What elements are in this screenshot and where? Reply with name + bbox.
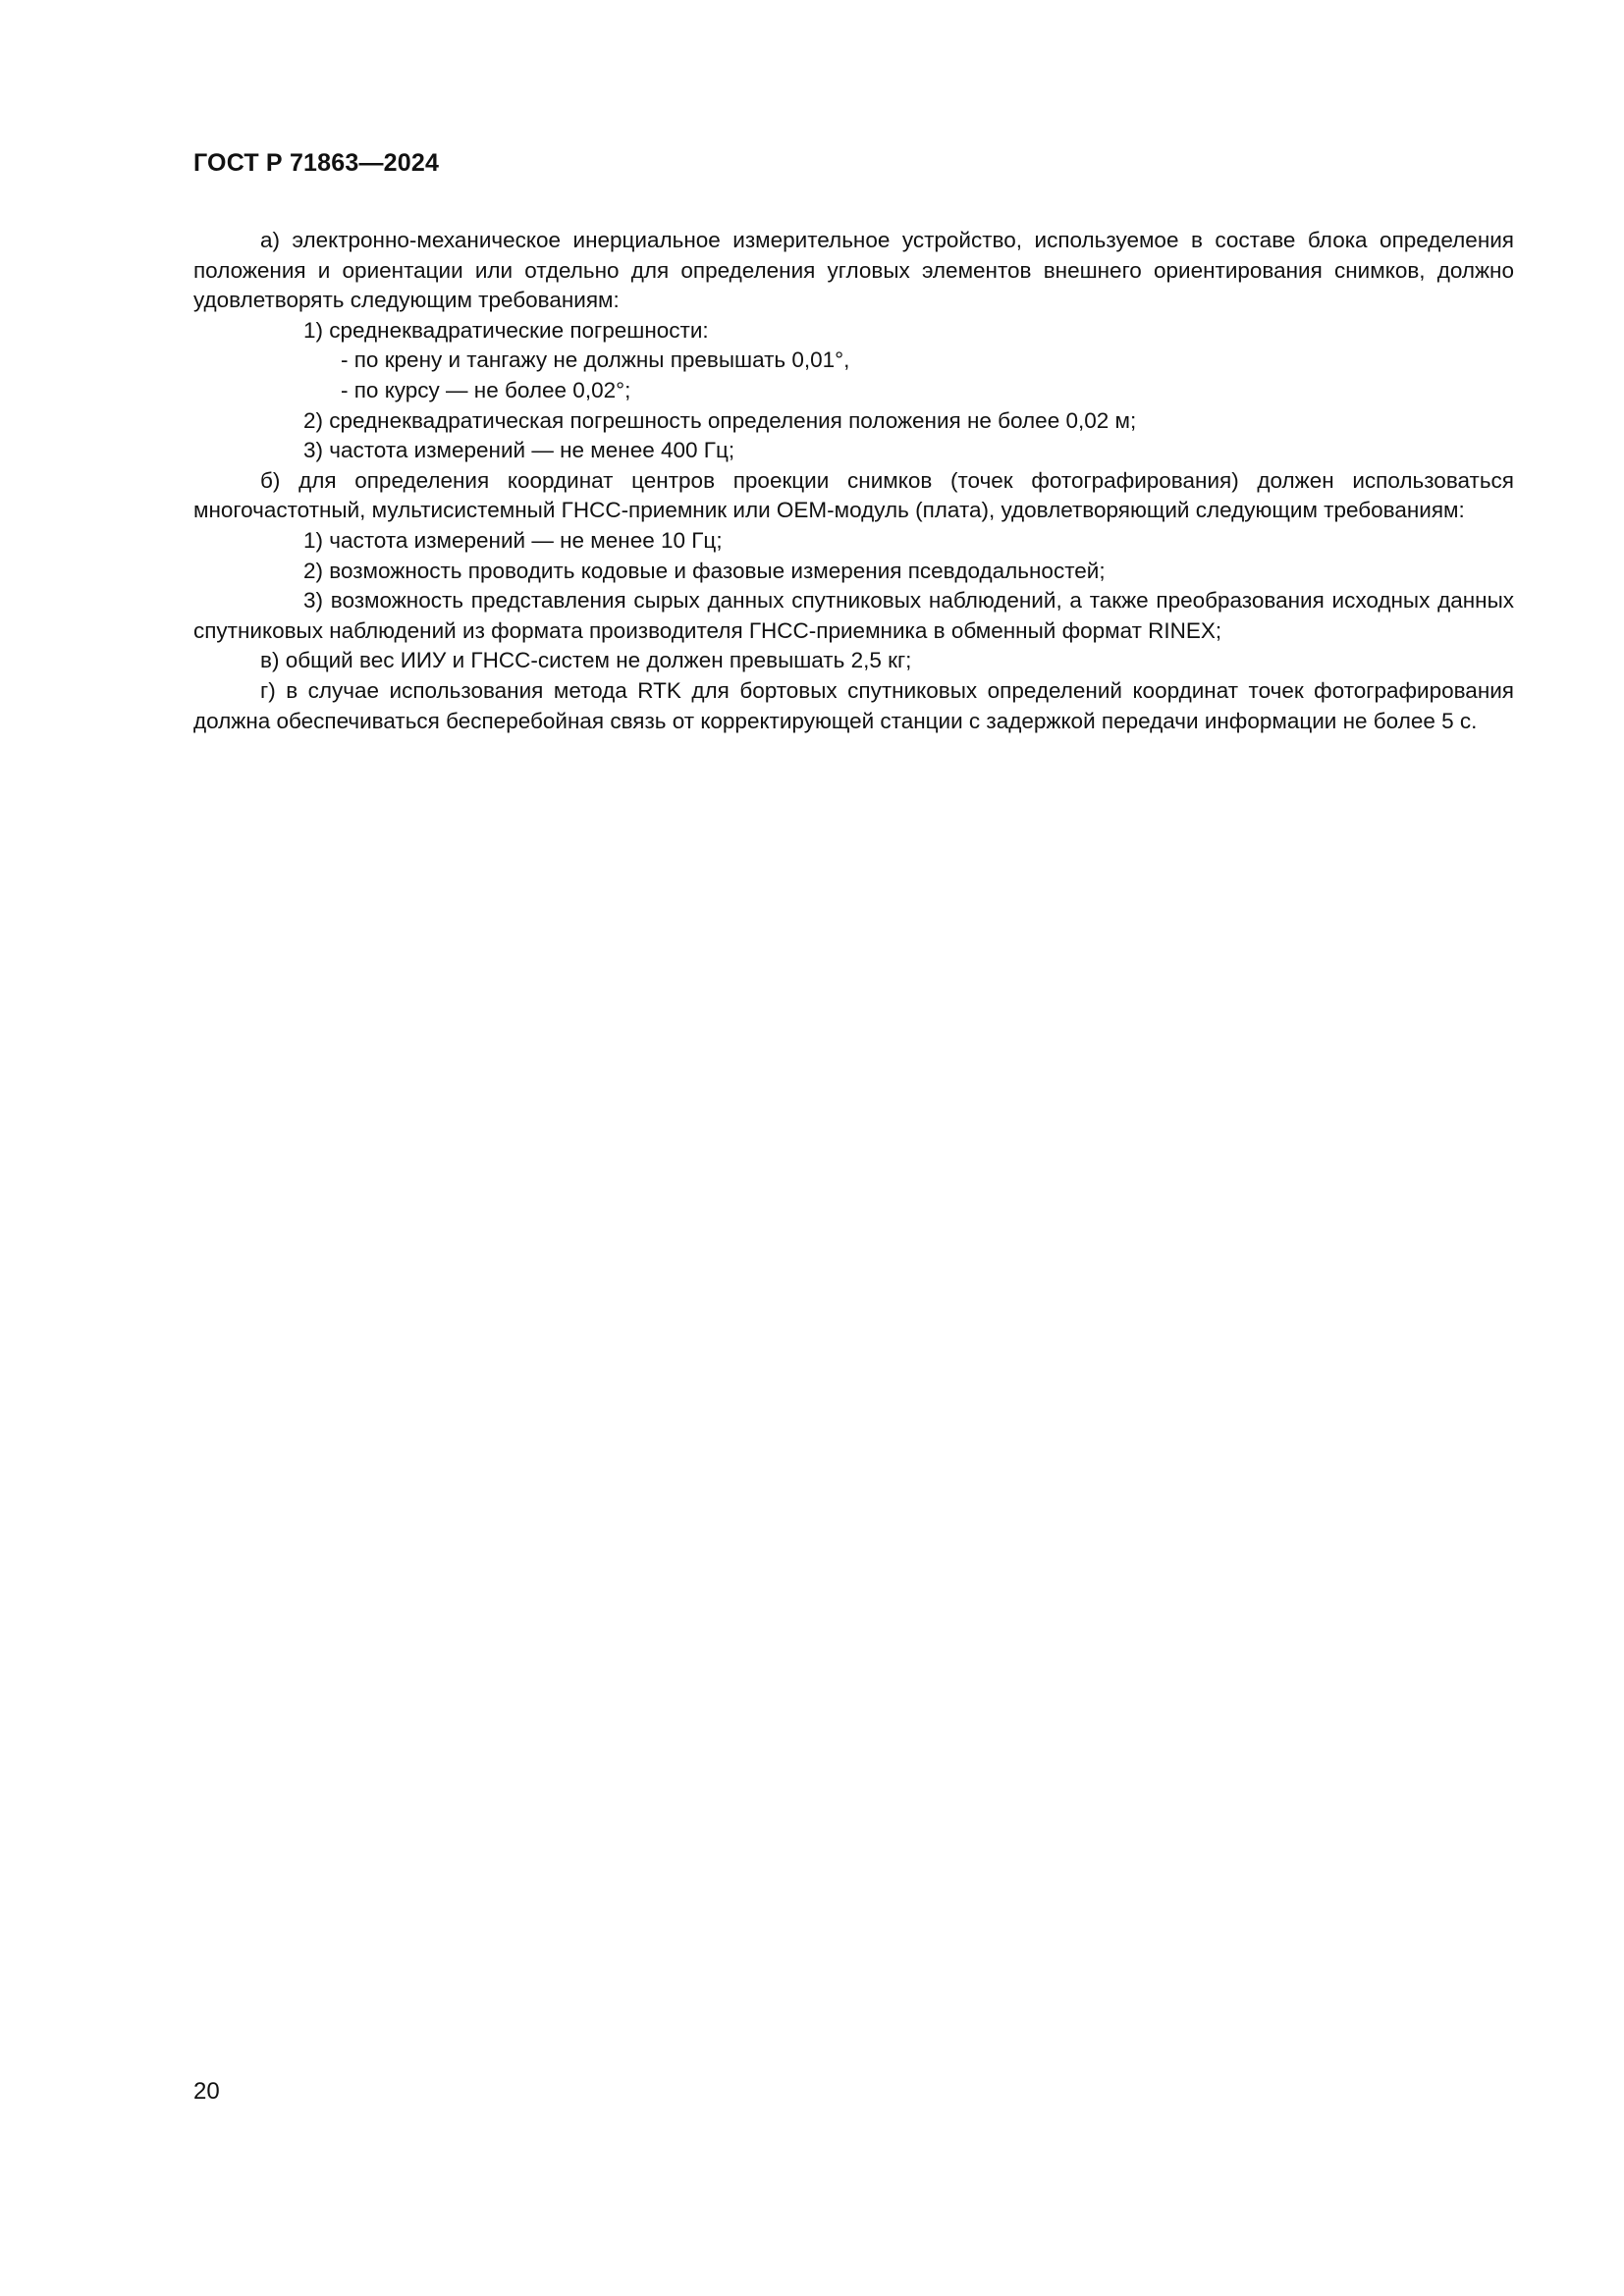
page-number: 20 <box>193 2078 220 2105</box>
list-subitem-heading: - по курсу — не более 0,02°; <box>341 377 631 402</box>
document-body <box>193 226 1514 736</box>
paragraph-a: а) электронно-механическое инерциальное измерительное устройство, используемое в составе блока определения положения и ориентации или отдельно для определения угловых элементов внешнего ориентирования снимков, должно удовлетворять следующим требованиям: <box>193 228 1514 313</box>
list-item-b1: 1) частота измерений — не менее 10 Гц; <box>303 527 723 553</box>
list-item-a1: 1) среднеквадратические погрешности: <box>303 317 709 343</box>
paragraph-c: в) общий вес ИИУ и ГНСС-систем не должен превышать 2,5 кг; <box>260 648 912 673</box>
paragraph-d: г) в случае использования метода RTK для бортовых спутниковых определений координат точек фотографирования должна обеспечиваться бесперебойная связь от корректирующей станции с задержкой передачи информации не более 5 с. <box>193 677 1514 733</box>
list-subitem-roll-pitch: - по крену и тангажу не должны превышать 0,01°, <box>341 347 850 373</box>
document-header: ГОСТ Р 71863—2024 <box>193 149 440 177</box>
paragraph-b: б) для определения координат центров проекции снимков (точек фотографирования) должен использоваться многочастотный, мультисистемный ГНСС-приемник или ОЕМ-модуль (плата), удовлетворяющий следующим требованиям: <box>193 467 1514 523</box>
list-item-a2: 2) среднеквадратическая погрешность определения положения не более 0,02 м; <box>303 407 1137 433</box>
list-item-b2: 2) возможность проводить кодовые и фазовые измерения псевдодальностей; <box>303 558 1106 583</box>
list-item-a3: 3) частота измерений — не менее 400 Гц; <box>303 438 735 463</box>
list-item-b3: 3) возможность представления сырых данных спутниковых наблюдений, а также преобразования исходных данных спутниковых наблюдений из формата производителя ГНСС-приемника в обменный формат RINEX; <box>193 588 1514 643</box>
